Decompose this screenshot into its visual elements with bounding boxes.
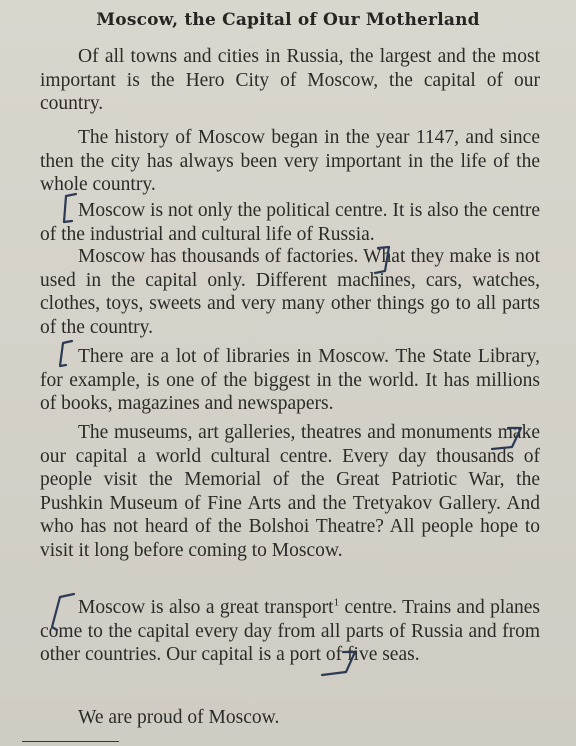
paragraph-2: The history of Moscow began in the year 1147, and since then the city has always been very important in the life of the whole country. <box>40 127 540 196</box>
paragraph-4: Moscow has thousands of factories. What they make is not used in the capital only. Different machines, cars, watches, clothes, toys, sweets and very many other things go to all parts of the country. <box>40 246 540 338</box>
footnote-rule <box>22 741 119 742</box>
page-title: Moscow, the Capital of Our Motherland <box>96 10 480 30</box>
paragraph-8: We are proud of Moscow. <box>78 707 280 728</box>
paragraph-1: Of all towns and cities in Russia, the largest and the most important is the Hero City of Moscow, the capital of our country. <box>40 46 540 115</box>
paragraph-6: The museums, art galleries, theatres and monuments make our capital a world cultural centre. Every day thousands of people visit the Memorial of the Great Patriotic War, the Pushkin Museum of Fine Arts and the Tretyakov Gallery. And who has not heard of the Bolshoi Theatre? All people hope to visit it long before coming to Moscow. <box>40 422 540 561</box>
paragraph-5: There are a lot of libraries in Moscow. The State Library, for example, is one of the biggest in the world. It has millions of books, magazines and newspapers. <box>40 346 540 415</box>
paragraph-7-start: Moscow is also a great transport <box>78 597 334 618</box>
paragraph-7-end: centre. Trains and planes come to the capital every day from all parts of Russia and from other countries. Our capital is a port of five seas. <box>40 597 540 666</box>
footnote-marker: 1 <box>333 596 340 609</box>
paragraph-3: Moscow is not only the political centre. It is also the centre of the industrial and cultural life of Russia. <box>40 200 540 245</box>
paragraph-7 <box>40 596 540 667</box>
